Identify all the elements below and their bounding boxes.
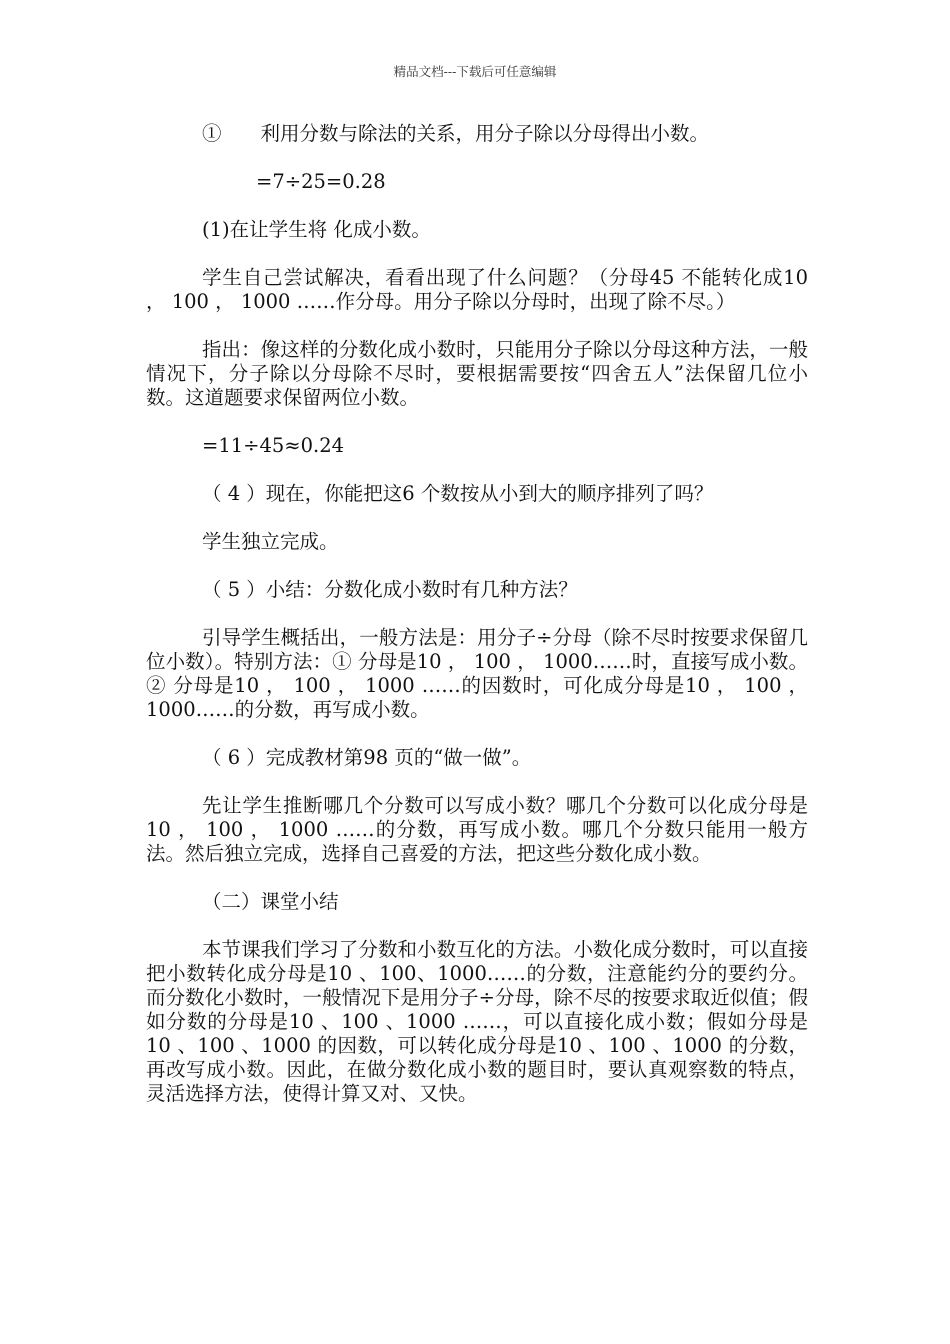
paragraph-summary: 本节课我们学习了分数和小数互化的方法。小数化成分数时，可以直接把小数转化成分母是10 、100、1000……的分数，注意能约分的要约分。而分数化小数时，一般情况下是用分子÷分母，除不尽的按要求取近似值；假如分数的分母是10 、100 、1000 ……，可以直接化成小数；假如分母是10 、100 、1000 的因数，可以转化成分母是10 、100 、1000 的分数，再改写成小数。因此，在做分数化成小数的题目时，要认真观察数的特点，灵活选择方法，使得计算又对、又快。 — [146, 938, 808, 1105]
document-body — [146, 122, 808, 1106]
paragraph-step-6: （ 6 ）完成教材第98 页的“做一做”。 — [202, 746, 532, 769]
paragraph-independent: 学生独立完成。 — [202, 530, 339, 553]
paragraph-student-try: 学生自己尝试解决，看看出现了什么问题？（分母45 不能转化成10 ， 100 ， 1000 ……作分母。用分子除以分母时，出现了除不尽。） — [146, 266, 808, 313]
section-heading-summary: （二）课堂小结 — [202, 890, 339, 913]
paragraph-step-4: （ 4 ）现在，你能把这6 个数按从小到大的顺序排列了吗？ — [202, 482, 714, 505]
page-header: 精品文档---下载后可任意编辑 — [393, 64, 557, 79]
paragraph-infer: 先让学生推断哪几个分数可以写成小数？哪几个分数可以化成分母是10 ， 100 ， 1000 ……的分数，再写成小数。哪几个分数只能用一般方法。然后独立完成，选择自己喜爱的方法，把这些分数化成小数。 — [146, 794, 808, 865]
paragraph-step-1: (1)在让学生将 化成小数。 — [202, 218, 431, 241]
paragraph-method-one: ① 利用分数与除法的关系，用分子除以分母得出小数。 — [202, 122, 710, 145]
equation-7-div-25: =7÷25=0.28 — [256, 170, 386, 193]
paragraph-step-5: （ 5 ）小结：分数化成小数时有几种方法？ — [202, 578, 578, 601]
equation-11-div-45: =11÷45≈0.24 — [202, 434, 345, 457]
paragraph-point-out: 指出：像这样的分数化成小数时，只能用分子除以分母这种方法，一般情况下，分子除以分母除不尽时，要根据需要按“四舍五人”法保留几位小数。这道题要求保留两位小数。 — [146, 338, 808, 409]
paragraph-general-method: 引导学生概括出，一般方法是：用分子÷分母（除不尽时按要求保留几位小数）。特别方法：① 分母是10 ， 100 ， 1000……时，直接写成小数。② 分母是10 ， 100 ， 1000 ……的因数时，可化成分母是10 ， 100 ， 1000……的分数，再写成小数。 — [146, 626, 808, 721]
